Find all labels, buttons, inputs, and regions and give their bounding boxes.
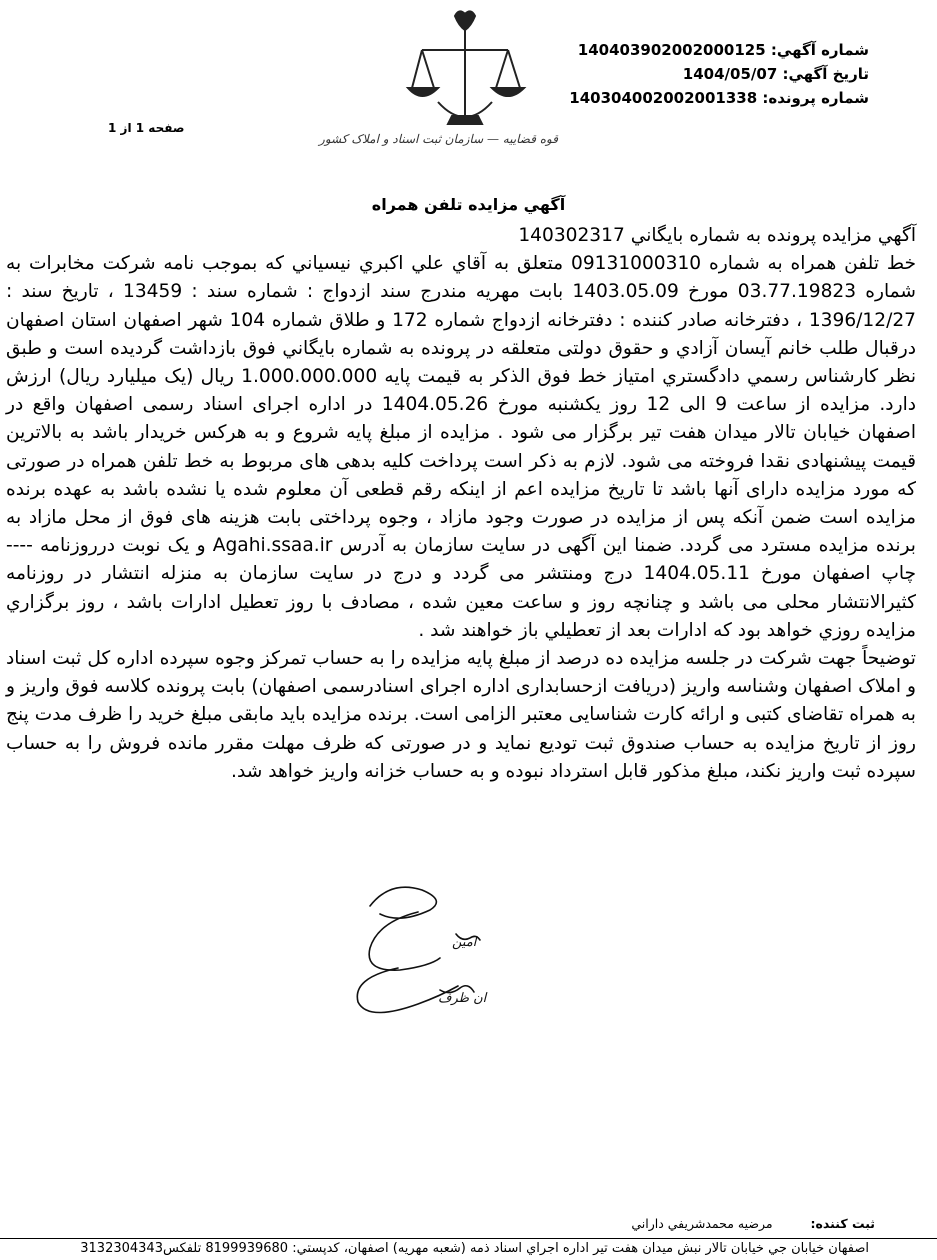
file-number: 14030400200200133‌8: [569, 89, 758, 107]
body-paragraph-main: خط تلفن همراه به شماره 09131000310 متعلق به آقاي علي اكبري نيسياني كه بموجب نامه شركت مخابرات به شماره 03.77.19823 مورخ 1403.05.09 بابت مهريه مندرج سند ازدواج : شماره سند : 13459 ، تاريخ سند : 1396/12/27 ، دفترخانه صادر كننده : دفترخانه ازدواج شماره 172 و طلاق شماره 104 شهر اصفهان استان اصفهان درقبال طلب خانم آيسان آزادي و حقوق دولتی متعلقه در پرونده به شماره بايگاني فوق بازداشت گرديده است و طبق نظر كارشناس رسمي دادگستري امتياز خط فوق الذكر به قيمت پايه 1.000.000.000 ريال (يک ميليارد ريال) ارزش دارد. مزايده از ساعت 9 الی 12 روز يكشنبه مورخ 1404.05.26 در اداره اجرای اسناد رسمی اصفهان واقع در اصفهان خيابان تالار ميدان هفت تير برگزار می شود . مزايده از مبلغ پايه شروع و به هركس خريدار باشد به بالاترين قيمت پيشنهادی نقدا فروخته می شود. لازم به ذكر است پرداخت كليه بدهی های مربوط به خط تلفن همراه در صورتی كه مورد مزايده دارای آنها باشد تا تاريخ مزايده اعم از اينكه رقم قطعی آن معلوم شده يا نشده باشد به عهده برنده مزايده است ضمن آنكه پس از مزايده در صورت وجود مازاد ، وجوه پرداختی بابت هزينه های فوق از محل مازاد به برنده مزايده مسترد می گردد. ضمنا اين آگهی در سايت سازمان به آدرس Agahi.ssaa.ir و يک نوبت درروزنامه ---- چاپ اصفهان مورخ 1404.05.11 درج ومنتشر می گردد و درج در سايت سازمان به منزله انتشار در روزنامه كثيرالانتشار محلی می باشد و چنانچه روز و ساعت معين شده ، مصادف با روز تعطيل ادارات باشد ، روز برگزاري مزايده روزي خواهد بود كه ادارات بعد از تعطيلي باز خواهند شد .: [6, 253, 917, 641]
ad-number-label: شماره آگهي:: [770, 41, 869, 59]
registrar-label: ثبت كننده:: [810, 1216, 875, 1231]
body-paragraph-note: توضيحاً جهت شركت در جلسه مزايده ده درصد از مبلغ پايه مزايده را به حساب تمركز وجوه سپرده اداره كل ثبت اسناد و املاک اصفهان وشناسه واريز (دريافت ازحسابداری اداره اجرای اسنادرسمی اصفهان) بابت پرونده كلاسه فوق واريز و به همراه تقاضای كتبی و ارائه كارت شناسايی معتبر الزامی است. برنده مزايده بايد مابقی مبلغ خريد را ظرف مدت پنج روز از تاريخ مزايده به حساب صندوق ثبت توديع نمايد و در صورتی كه ظرف مهلت مقرر مانده فروش را به حساب سپرده ثبت واريز نكند، مبلغ مذكور قابل استرداد نبوده و به حساب خزانه واريز خواهد شد.: [6, 648, 916, 782]
ad-date-row: [569, 62, 869, 86]
signature-text-1: امین: [452, 935, 477, 950]
ad-date-label: تاريخ آگهي:: [782, 65, 869, 83]
ad-number: 14040390200200012‌5: [577, 41, 766, 59]
ad-date: 1404/05/07: [682, 65, 778, 83]
handwritten-signature: [340, 872, 500, 1022]
page-count: صفحه 1 از 1: [108, 121, 185, 135]
office-address: اصفهان خيابان جي خيابان تالار نبش ميدان هفت تير اداره اجراي اسناد ذمه (شعبه مهريه) اصفهان، كدپستي: 8199939680 تلفكس3132304343: [80, 1241, 869, 1256]
registrar: [631, 1216, 875, 1231]
body-paragraph-archive: آگهي مزايده پرونده به شماره بايگاني 140302317: [518, 225, 916, 246]
document-title: آگهي مزايده تلفن همراه: [371, 195, 566, 214]
registrar-name: مرضيه محمدشريفي داراني: [631, 1216, 773, 1231]
file-number-label: شماره پرونده:: [762, 89, 869, 107]
organization-name: قوه قضاییه — سازمان ثبت اسناد و املاک کشور: [319, 132, 558, 146]
ad-metadata: [569, 38, 869, 110]
signature-text-2: ان ظرف: [438, 991, 487, 1006]
file-number-row: [569, 86, 869, 110]
ad-number-row: [569, 38, 869, 62]
document-body: [6, 222, 916, 786]
footer-divider: [0, 1238, 937, 1239]
